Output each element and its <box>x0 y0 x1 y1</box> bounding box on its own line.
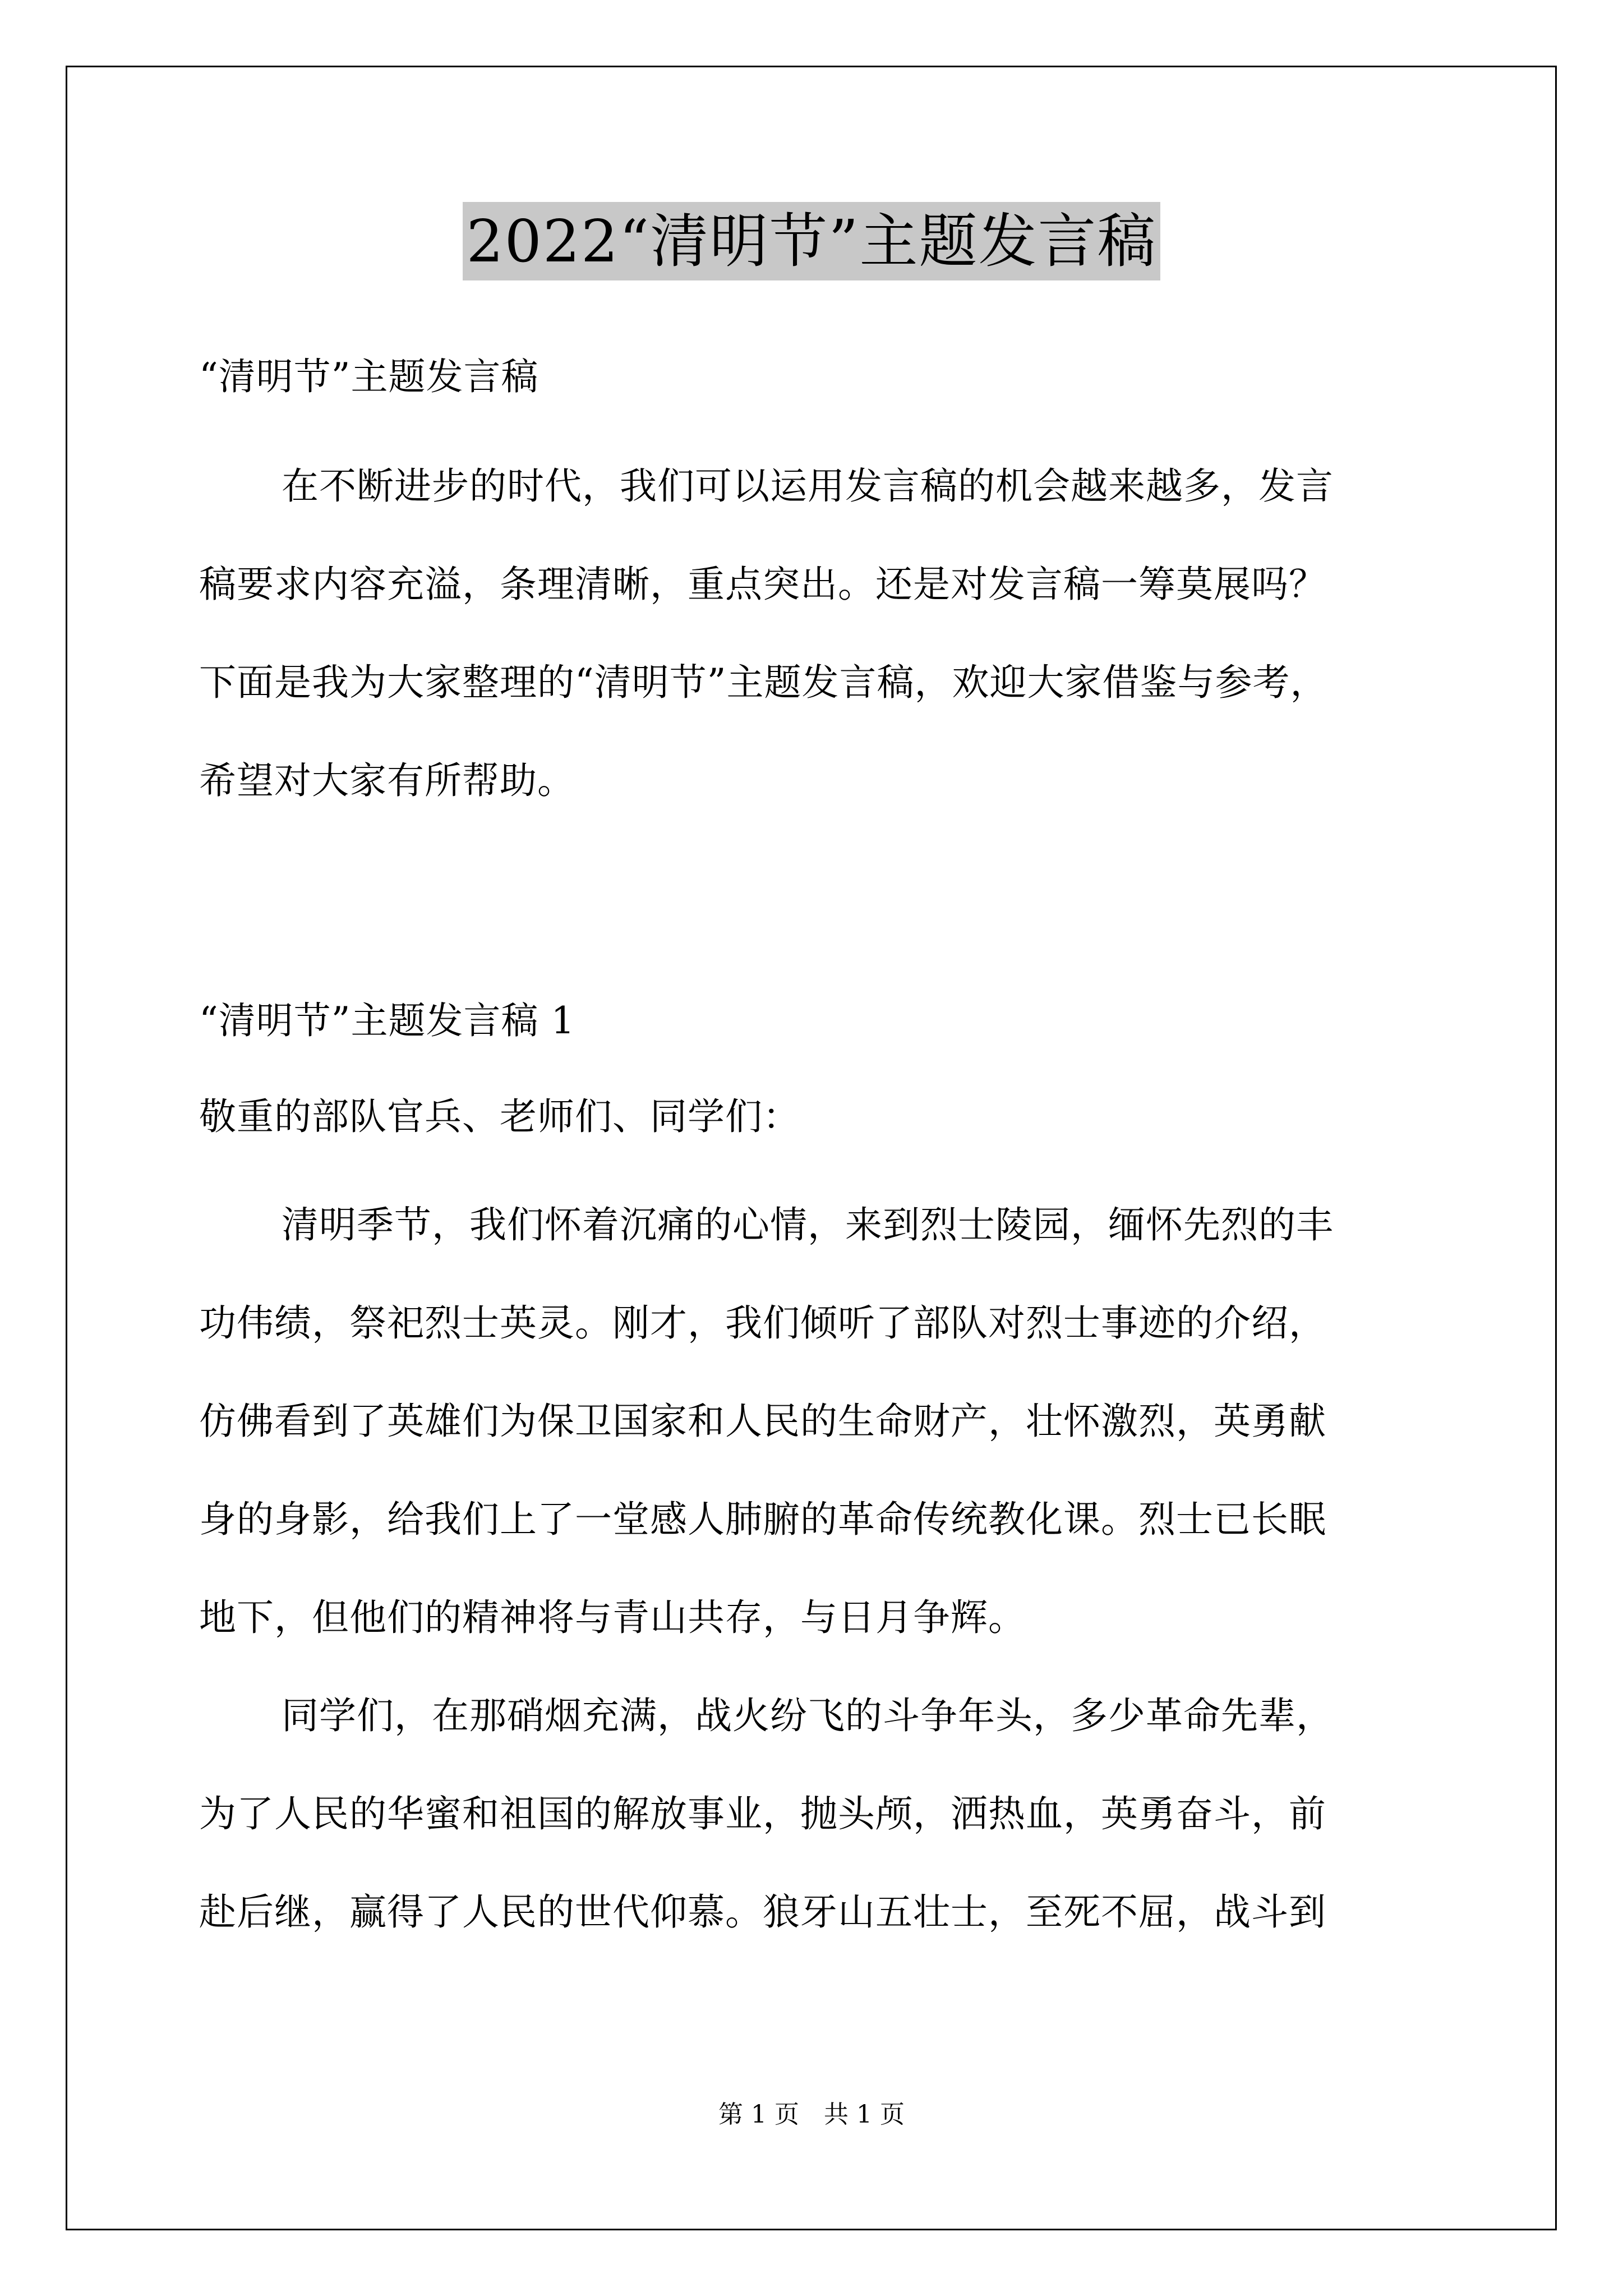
page-total: 共 1 页 <box>824 2100 905 2129</box>
intro-line: 希望对大家有所帮助。 <box>199 759 575 802</box>
document-subtitle: “清明节”主题发言稿 <box>199 355 539 398</box>
document-title: 2022“清明节”主题发言稿 <box>463 202 1160 280</box>
paragraph-line: 仿佛看到了英雄们为保卫国家和人民的生命财产，壮怀激烈，英勇献 <box>199 1400 1326 1443</box>
page-footer <box>0 2098 1623 2132</box>
section-heading: “清明节”主题发言稿 1 <box>199 999 575 1042</box>
paragraph-line: 为了人民的华蜜和祖国的解放事业，抛头颅，洒热血，英勇奋斗，前 <box>199 1792 1326 1835</box>
salutation: 敬重的部队官兵、老师们、同学们： <box>199 1095 800 1138</box>
intro-line: 在不断进步的时代，我们可以运用发言稿的机会越来越多，发言 <box>282 464 1334 508</box>
intro-line: 稿要求内容充溢，条理清晰，重点突出。还是对发言稿一筹莫展吗？ <box>199 563 1326 606</box>
intro-line: 下面是我为大家整理的“清明节”主题发言稿，欢迎大家借鉴与参考， <box>199 661 1328 704</box>
title-container <box>0 202 1623 280</box>
paragraph-line: 清明季节，我们怀着沉痛的心情，来到烈士陵园，缅怀先烈的丰 <box>282 1203 1334 1246</box>
paragraph-line: 地下，但他们的精神将与青山共存，与日月争辉。 <box>199 1596 1026 1639</box>
page-number: 第 1 页 <box>718 2100 799 2129</box>
paragraph-line: 赴后继，赢得了人民的世代仰慕。狼牙山五壮士，至死不屈，战斗到 <box>199 1890 1326 1934</box>
paragraph-line: 同学们，在那硝烟充满，战火纷飞的斗争年头，多少革命先辈， <box>282 1694 1334 1737</box>
paragraph-line: 身的身影，给我们上了一堂感人肺腑的革命传统教化课。烈士已长眠 <box>199 1498 1326 1541</box>
paragraph-line: 功伟绩，祭祀烈士英灵。刚才，我们倾听了部队对烈士事迹的介绍， <box>199 1301 1326 1345</box>
